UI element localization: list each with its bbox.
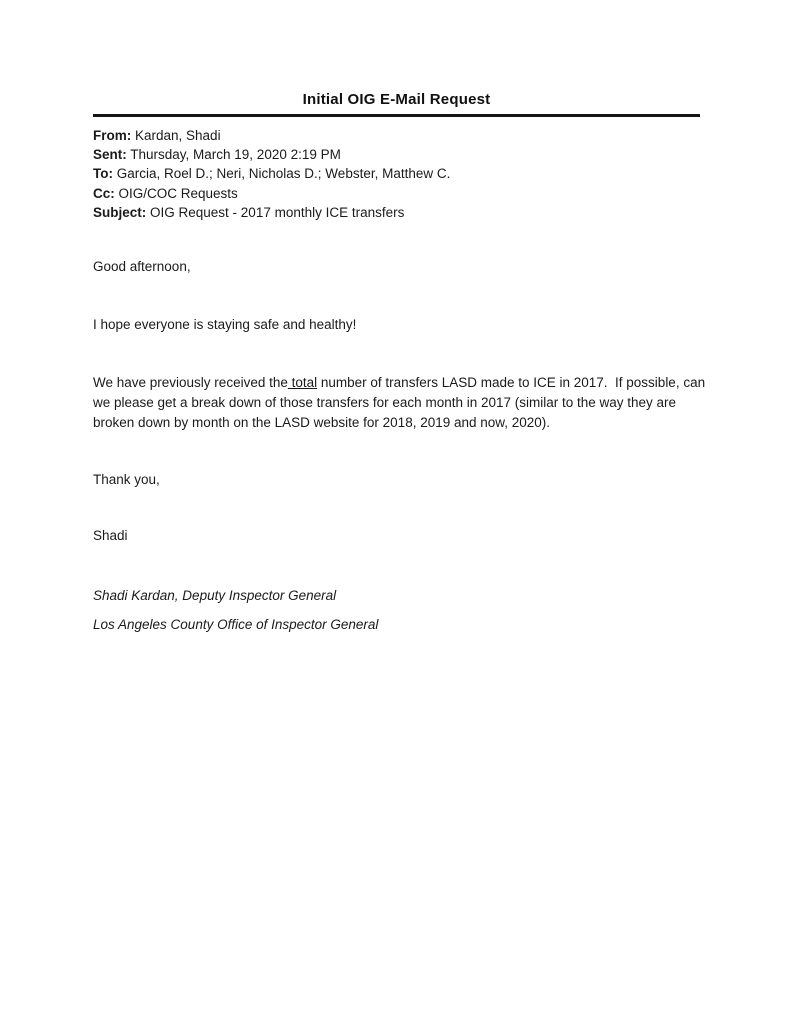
document-title: Initial OIG E-Mail Request <box>302 91 491 108</box>
sent-label: Sent: <box>93 147 127 163</box>
cc-label: Cc: <box>93 185 115 201</box>
title-divider-rule <box>93 114 700 117</box>
closing-line: Thank you, <box>93 472 160 487</box>
header-row-sent <box>93 145 733 164</box>
subject-value: OIG Request - 2017 monthly ICE transfers <box>146 204 405 220</box>
from-value: Kardan, Shadi <box>131 128 221 143</box>
request-paragraph <box>93 373 713 433</box>
header-row-to <box>93 164 733 183</box>
paragraph-part1: We have previously received the <box>93 375 288 390</box>
email-header-block <box>93 126 733 222</box>
header-row-from <box>93 126 733 145</box>
sent-value: Thursday, March 19, 2020 2:19 PM <box>126 147 341 163</box>
wellwish-line: I hope everyone is staying safe and healthy! <box>93 317 357 332</box>
greeting-line: Good afternoon, <box>93 259 191 274</box>
header-row-cc <box>93 184 733 203</box>
signer-first-name: Shadi <box>93 528 128 543</box>
to-value: Garcia, Roel D.; Neri, Nicholas D.; Webster, Matthew C. <box>113 166 451 182</box>
to-label: To: <box>93 166 113 182</box>
header-row-subject <box>93 203 733 222</box>
from-label: From: <box>93 128 132 143</box>
cc-value: OIG/COC Requests <box>114 185 238 201</box>
paragraph-part2: number of transfers LASD made to ICE in 2017. If possible, can we please get a break down of those transfers for each month in 2017 (similar to the way they are broken down by month on the LASD website for 2018, 2019 and now, 2020). <box>93 375 709 430</box>
subject-label: Subject: <box>93 204 147 220</box>
signature-name-title-line: Shadi Kardan, Deputy Inspector General <box>93 588 337 603</box>
signature-organization-line: Los Angeles County Office of Inspector General <box>93 617 379 632</box>
paragraph-underlined-word: total <box>287 375 318 390</box>
